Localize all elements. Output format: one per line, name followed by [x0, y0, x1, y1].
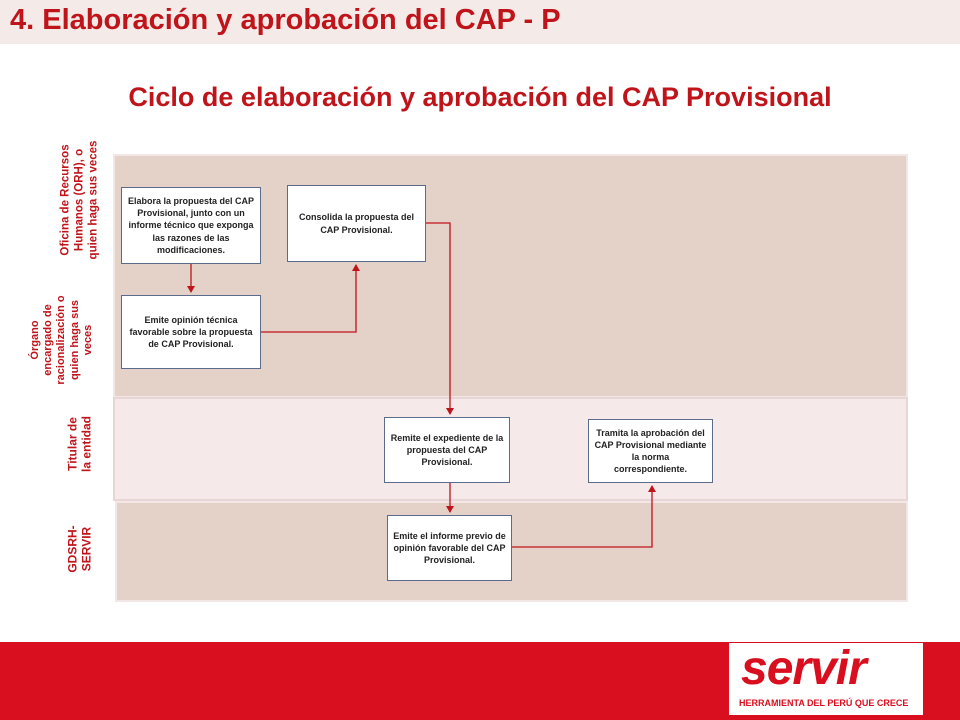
lane-label-gdsrh-text: GDSRH- SERVIR — [65, 525, 94, 573]
step-emite-opinion-tecnica-text: Emite opinión técnica favorable sobre la propuesta de CAP Provisional. — [129, 314, 253, 350]
step-tramita-aprobacion — [588, 419, 713, 483]
lane-label-titular-text: Titular de la entidad — [65, 415, 94, 473]
arrow-consolida-to-remite — [426, 223, 450, 414]
step-elabora-propuesta-text: Elabora la propuesta del CAP Provisional, junto con un informe técnico que exponga las razones de las modificaciones. — [127, 196, 255, 255]
servir-logo — [729, 643, 923, 715]
step-emite-informe-previo — [387, 515, 512, 581]
step-emite-opinion-tecnica — [121, 295, 261, 369]
arrow-opinion-to-consolida — [261, 265, 356, 332]
servir-tagline: HERRAMIENTA DEL PERÚ QUE CRECE — [739, 698, 909, 708]
slide-title: 4. Elaboración y aprobación del CAP - P — [10, 4, 561, 36]
step-consolida-propuesta-text: Consolida la propuesta del CAP Provisional. — [298, 212, 415, 235]
step-elabora-propuesta — [121, 187, 261, 264]
lane-label-racionalizacion-text: Órgano encargado de racionalización o quien haga sus veces — [29, 295, 94, 385]
diagram-title: Ciclo de elaboración y aprobación del CAP Provisional — [128, 82, 832, 112]
step-remite-expediente-text: Remite el expediente de la propuesta del CAP Provisional. — [390, 432, 504, 468]
step-tramita-aprobacion-text: Tramita la aprobación del CAP Provisional mediante la norma correspondiente. — [594, 427, 707, 475]
step-consolida-propuesta — [287, 185, 426, 262]
servir-wordmark: servir — [741, 642, 866, 695]
step-remite-expediente — [384, 417, 510, 483]
lane-label-orh-text: Oficina de Recursos Humanos (ORH), o quien haga sus veces — [59, 140, 99, 260]
step-emite-informe-previo-text: Emite el informe previo de opinión favorable del CAP Provisional. — [393, 530, 506, 566]
arrow-informe-to-tramita — [512, 486, 652, 547]
